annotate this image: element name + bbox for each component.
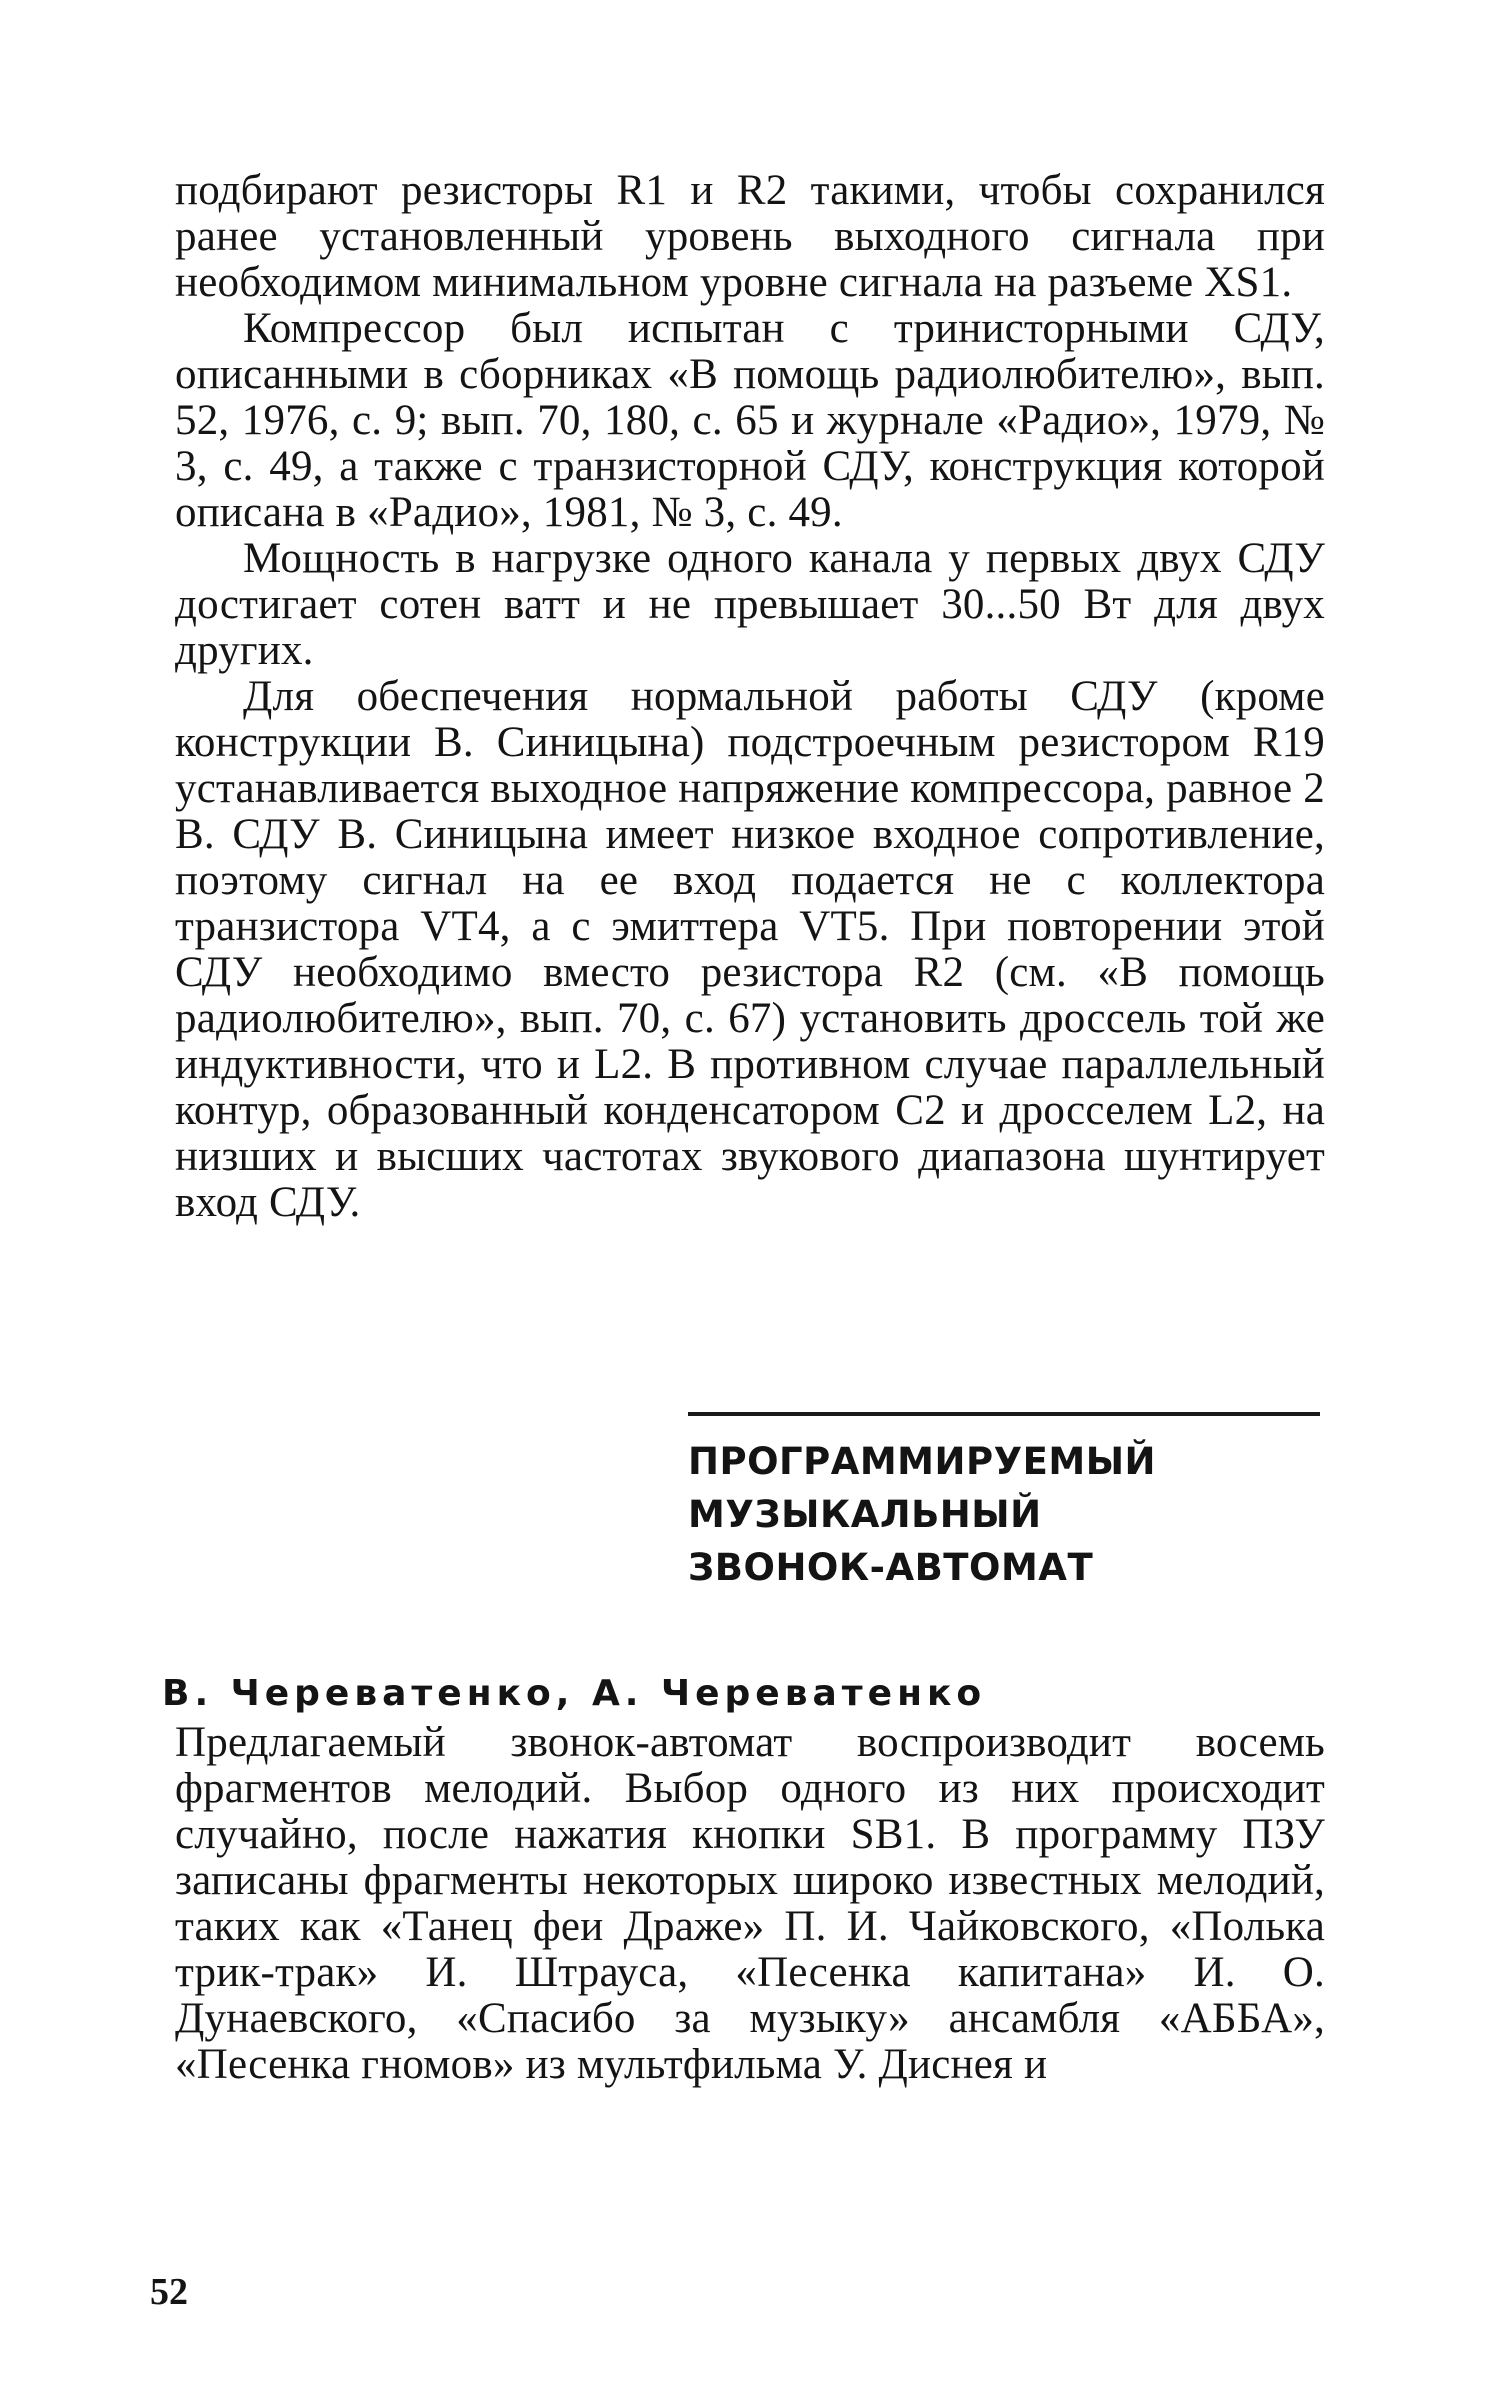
article-title: [688, 1435, 1338, 1594]
paragraph-power: Мощность в нагрузке одного канала у первых двух СДУ достигает сотен ватт и не превышает 30...50 Вт для двух других.: [175, 535, 1325, 674]
article-authors: В. Череватенко, А. Череватенко: [162, 1673, 987, 1714]
paragraph-intro: Предлагаемый звонок-автомат воспроизводит восемь фрагментов мелодий. Выбор одного из них происходит случайно, после нажатия кнопки SB1. В программу ПЗУ записаны фрагменты некоторых широко известных мелодий, таких как «Танец феи Драже» П. И. Чайковского, «Полька трик-трак» И. Штрауса, «Песенка капитана» И. О. Дунаевского, «Спасибо за музыку» ансамбля «АББА», «Песенка гномов» из мультфильма У. Диснея и: [175, 1719, 1325, 2088]
previous-article-text: [175, 168, 1325, 1226]
paragraph-compressor-tests: Компрессор был испытан с тринисторными СДУ, описанными в сборниках «В помощь радиолюбителю», вып. 52, 1976, с. 9; вып. 70, 180, с. 65 и журнале «Радио», 1979, № 3, с. 49, а также с транзисторной СДУ, конструкция которой описана в «Радио», 1981, № 3, с. 49.: [175, 305, 1325, 536]
article-title-line: ПРОГРАММИРУЕМЫЙ: [688, 1440, 1157, 1483]
title-divider: [688, 1412, 1320, 1416]
paragraph-continuation: подбирают резисторы R1 и R2 такими, чтобы сохранился ранее установленный уровень выходного сигнала при необходимом минимальном уровне сигнала на разъеме XS1.: [175, 167, 1325, 306]
page-number: 52: [150, 2271, 188, 2313]
paragraph-setup: Для обеспечения нормальной работы СДУ (кроме конструкции В. Синицына) подстроечным резистором R19 устанавливается выходное напряжение компрессора, равное 2 В. СДУ В. Синицына имеет низкое входное сопротивление, поэтому сигнал на ее вход подается не с коллектора транзистора VT4, а с эмиттера VT5. При повторении этой СДУ необходимо вместо резистора R2 (см. «В помощь радиолюбителю», вып. 70, с. 67) установить дроссель той же индуктивности, что и L2. В противном случае параллельный контур, образованный конденсатором C2 и дросселем L2, на низших и высших частотах звукового диапазона шунтирует вход СДУ.: [175, 673, 1325, 1226]
article-title-line: ЗВОНОК-АВТОМАТ: [688, 1546, 1094, 1589]
article-title-line: МУЗЫКАЛЬНЫЙ: [688, 1493, 1042, 1536]
article-text: [175, 1720, 1325, 2088]
